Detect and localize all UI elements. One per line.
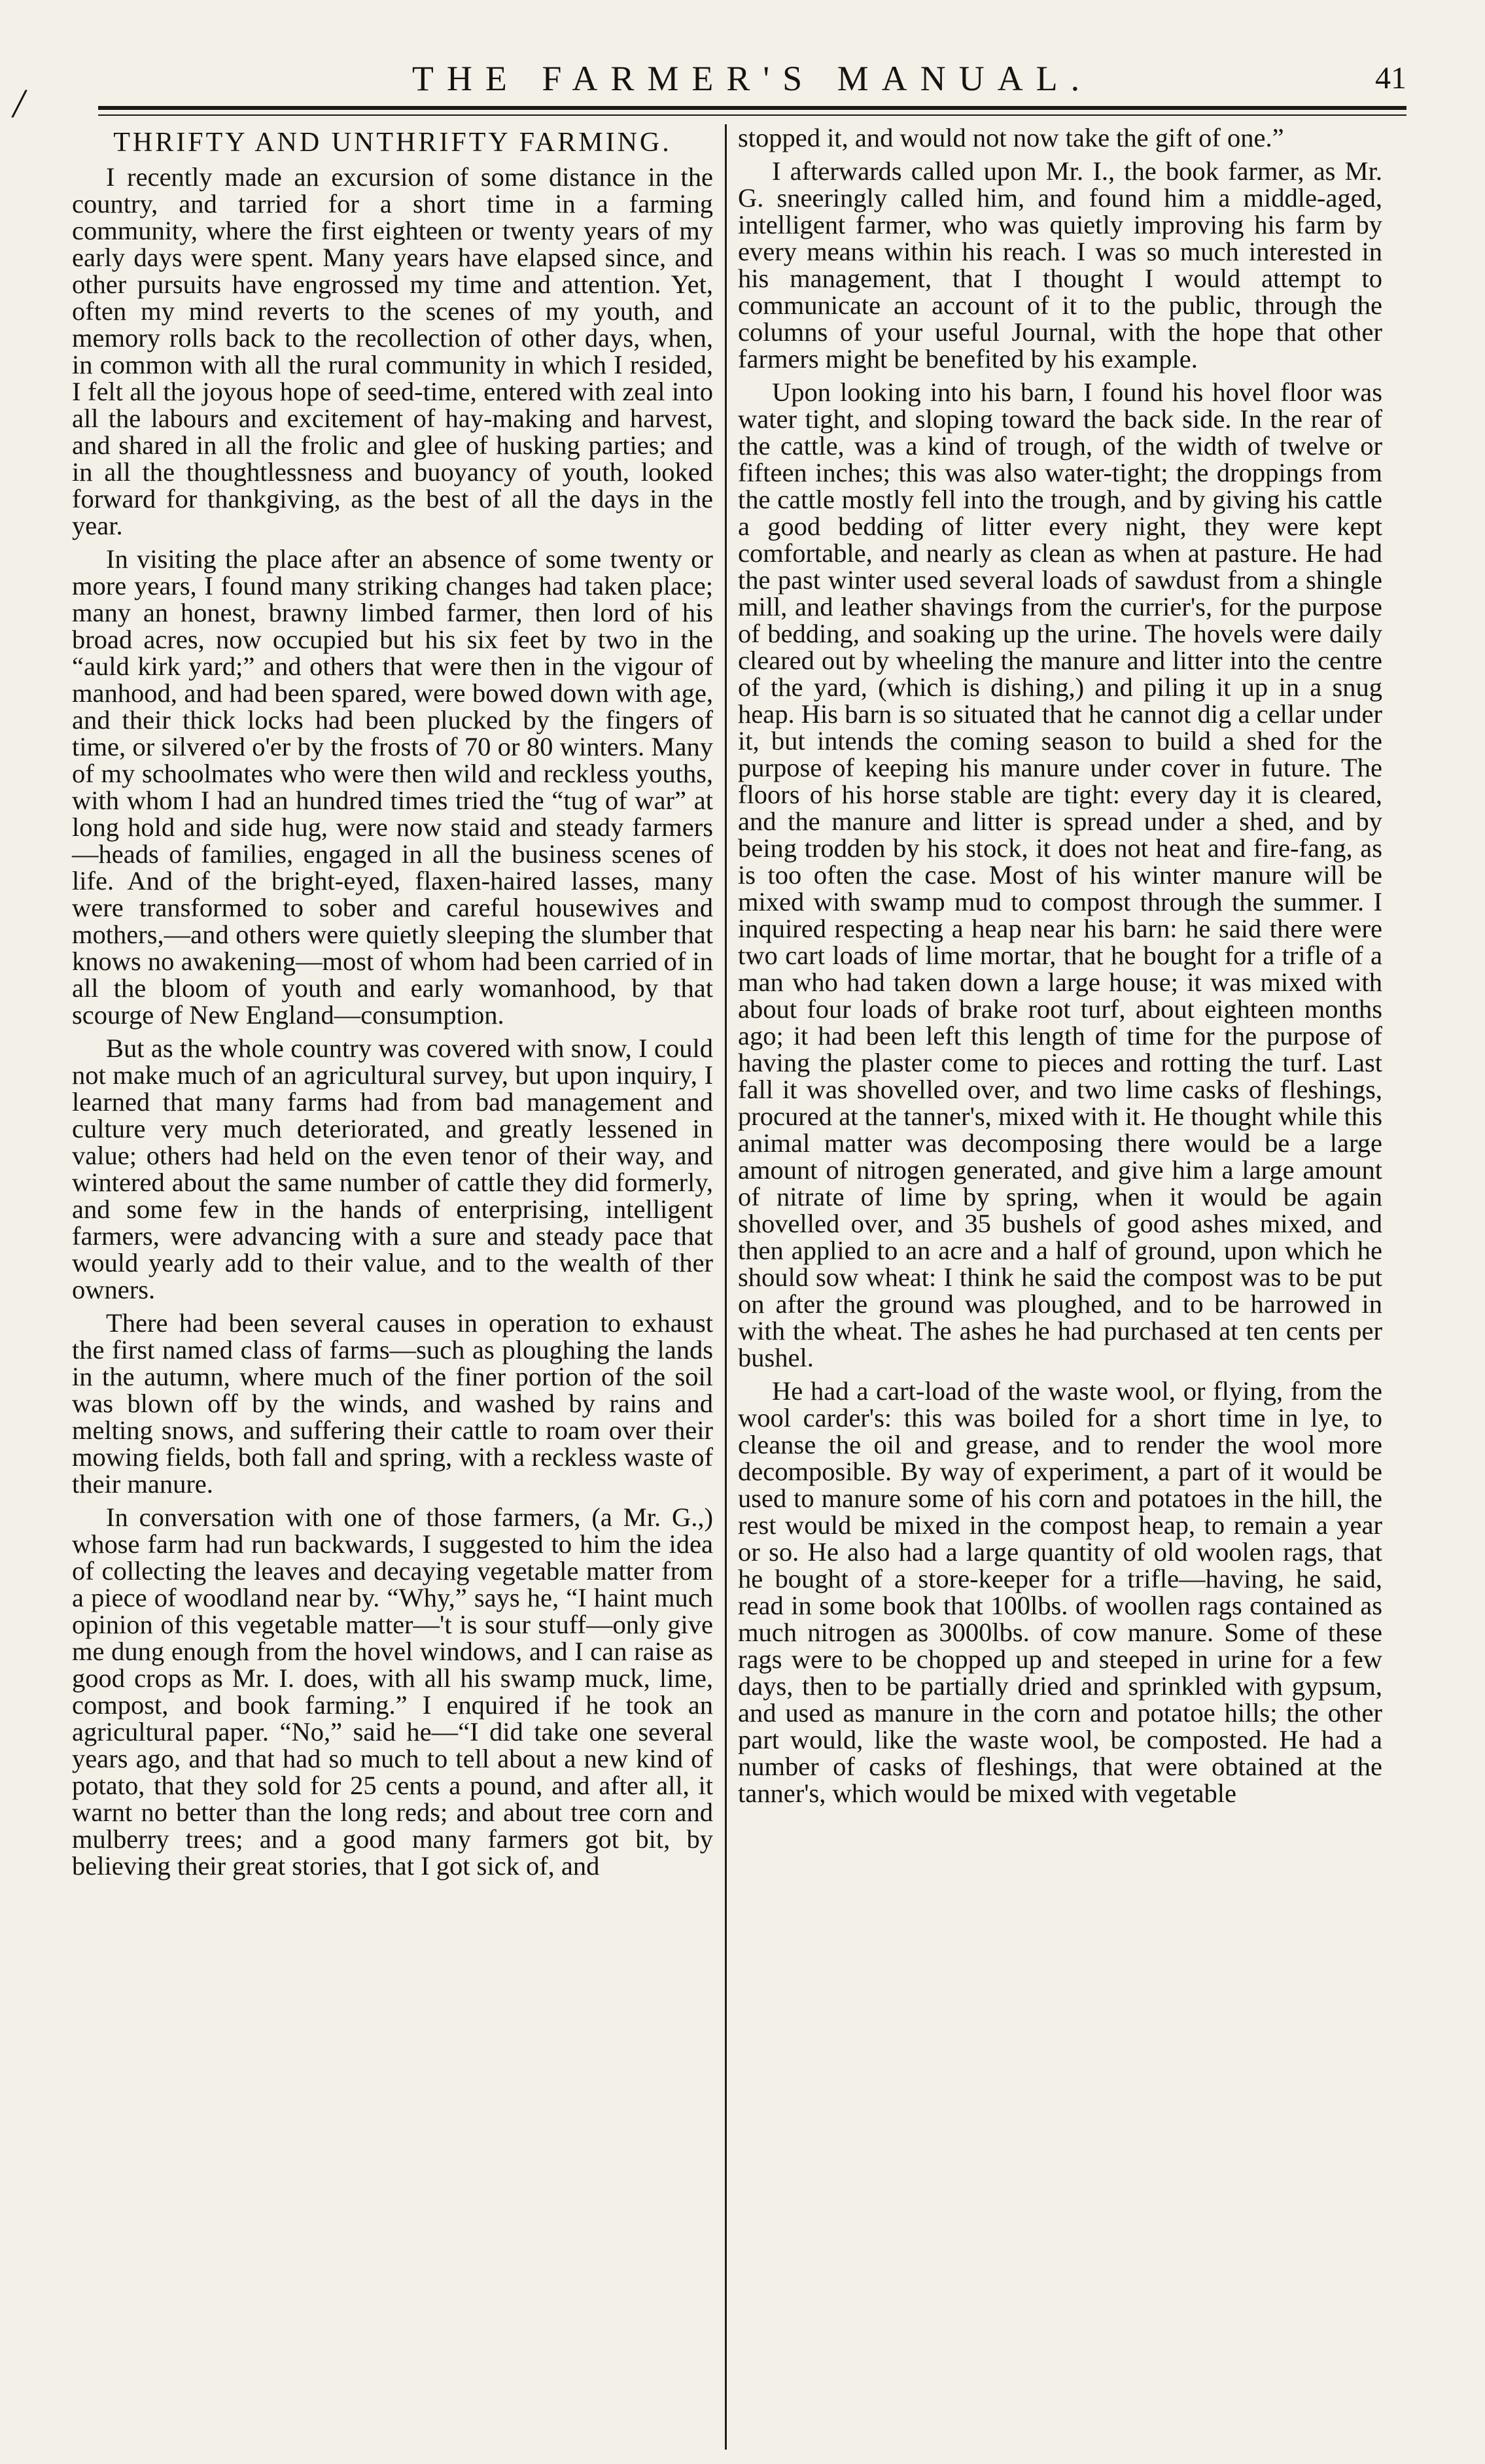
left-paragraph: But as the whole country was covered with snow, I could not make much of an agricultural survey, but upon inquiry, I learned that many farms had from bad management and culture very much deteriorated, and greatly lessened in value; others had held on the even tenor of their way, and wintered about the same number of cattle they did formerly, and some few in the hands of enterprising, intelligent farmers, were advancing with a sure and steady pace that would yearly add to their value, and to the wealth of ther owners. [72, 1033, 713, 1304]
running-title: THE FARMER'S MANUAL. [411, 59, 1093, 98]
left-column [72, 124, 713, 1886]
column-divider [725, 124, 727, 2450]
running-head [98, 52, 1406, 105]
right-column [738, 124, 1382, 1813]
left-paragraph: In visiting the place after an absence of some twenty or more years, I found many striking changes had taken place; many an honest, brawny limbed farmer, then lord of his broad acres, now occupied but his six feet by two in the “auld kirk yard;” and others that were then in the vigour of manhood, and had been spared, were bowed down with age, and their thick locks had been plucked by the fingers of time, or silvered o'er by the frosts of 70 or 80 winters. Many of my schoolmates who were then wild and reckless youths, with whom I had an hundred times tried the “tug of war” at long hold and side hug, were now staid and steady farmers—heads of families, engaged in all the business scenes of life. And of the bright-eyed, flaxen-haired lasses, many were transformed to sober and careful housewives and mothers,—and others were quietly sleeping the slumber that knows no awakening—most of whom had been carried of in all the bloom of youth and early womanhood, by that scourge of New England—consumption. [72, 544, 713, 1030]
header-rule-thick [98, 106, 1406, 110]
left-paragraph: In conversation with one of those farmers, (a Mr. G.,) whose farm had run backwards, I suggested to him the idea of collecting the leaves and decaying vegetable matter from a piece of woodland near by. “Why,” says he, “I haint much opinion of this vegetable matter—'t is sour stuff—only give me dung enough from the hovel windows, and I can raise as good crops as Mr. I. does, with all his swamp muck, lime, compost, and book farming.” I enquired if he took an agricultural paper. “No,” said he—“I did take one several years ago, and that had so much to tell about a new kind of potato, that they sold for 25 cents a pound, and after all, it warnt no better than the long reds; and about tree corn and mulberry trees; and a good many farmers got bit, by believing their great stories, that I got sick of, and [72, 1502, 713, 1881]
article-title: THRIFTY AND UNTHRIFTY FARMING. [113, 128, 672, 158]
right-paragraph: Upon looking into his barn, I found his hovel floor was water tight, and sloping toward the back side. In the rear of the cattle, was a kind of trough, of the width of twelve or fifteen inches; this was also water-tight; the droppings from the cattle mostly fell into the trough, and by giving his cattle a good bedding of litter every night, they were kept comfortable, and nearly as clean as when at pasture. He had the past winter used several loads of sawdust from a shingle mill, and leather shavings from the currier's, for the purpose of bedding, and soaking up the urine. The hovels were daily cleared out by wheeling the manure and litter into the centre of the yard, (which is dishing,) and piling it up in a snug heap. His barn is so situated that he cannot dig a cellar under it, but intends the coming season to build a shed for the purpose of keeping his manure under cover in future. The floors of his horse stable are tight: every day it is cleared, and the manure and litter is spread under a shed, and by being trodden by his stock, it does not heat and fire-fang, as is too often the case. Most of his winter manure will be mixed with swamp mud to compost through the summer. I inquired respecting a heap near his barn: he said there were two cart loads of lime mortar, that he bought for a trifle of a man who had taken down a large house; it was mixed with about four loads of brake root turf, about eighteen months ago; it had been left this length of time for the purpose of having the plaster come to pieces and rotting the turf. Last fall it was shovelled over, and two lime casks of fleshings, procured at the tanner's, mixed with it. He thought while this animal matter was decomposing there would be a large amount of nitrogen generated, and give him a large amount of nitrate of lime by spring, when it would be again shovelled over, and 35 bushels of good ashes mixed, and then applied to an acre and a half of ground, upon which he should sow wheat: I think he said the compost was to be put on after the ground was ploughed, and to be harrowed in with the wheat. The ashes he had purchased at ten cents per bushel. [738, 377, 1382, 1372]
right-paragraph-continuation: stopped it, and would not now take the gift of one.” [738, 123, 1284, 152]
right-paragraph: I afterwards called upon Mr. I., the book farmer, as Mr. G. sneeringly called him, and found him a middle-aged, intelligent farmer, who was quietly improving his farm by every means within his reach. I was so much interested in his management, that I thought I would attempt to communicate an account of it to the public, through the columns of your useful Journal, with the hope that other farmers might be benefited by his example. [738, 156, 1382, 373]
header-rule-thin [98, 114, 1406, 116]
left-paragraph: I recently made an excursion of some distance in the country, and tarried for a short time in a farming community, where the first eighteen or twenty years of my early days were spent. Many years have elapsed since, and other pursuits have engrossed my time and attention. Yet, often my mind reverts to the scenes of my youth, and memory rolls back to the recollection of other days, when, in common with all the rural community in which I resided, I felt all the joyous hope of seed-time, entered with zeal into all the labours and excitement of hay-making and harvest, and shared in all the frolic and glee of husking parties; and in all the thoughtlessness and buoyancy of youth, looked forward for thankgiving, as the best of all the days in the year. [72, 162, 713, 540]
right-paragraph: He had a cart-load of the waste wool, or flying, from the wool carder's: this was boiled for a short time in lye, to cleanse the oil and grease, and to render the wool more decomposible. By way of experiment, a part of it would be used to manure some of his corn and potatoes in the hill, the rest would be mixed in the compost heap, to remain a year or so. He also had a large quantity of old woolen rags, that he bought of a store-keeper for a trifle—having, he said, read in some book that 100lbs. of woollen rags contained as much nitrogen as 3000lbs. of cow manure. Some of these rags were to be chopped up and steeped in urine for a few days, then to be partially dried and sprinkled with gypsum, and used as manure in the corn and potatoe hills; the other part would, like the waste wool, be composted. He had a number of casks of fleshings, that were obtained at the tanner's, which would be mixed with vegetable [738, 1376, 1382, 1808]
page-number: 41 [1375, 61, 1406, 95]
margin-mark: / [13, 82, 25, 126]
left-paragraph: There had been several causes in operation to exhaust the first named class of farms—such as ploughing the lands in the autumn, where much of the finer portion of the soil was blown off by the winds, and washed by rains and melting snows, and suffering their cattle to roam over their mowing fields, both fall and spring, with a reckless waste of their manure. [72, 1308, 713, 1499]
